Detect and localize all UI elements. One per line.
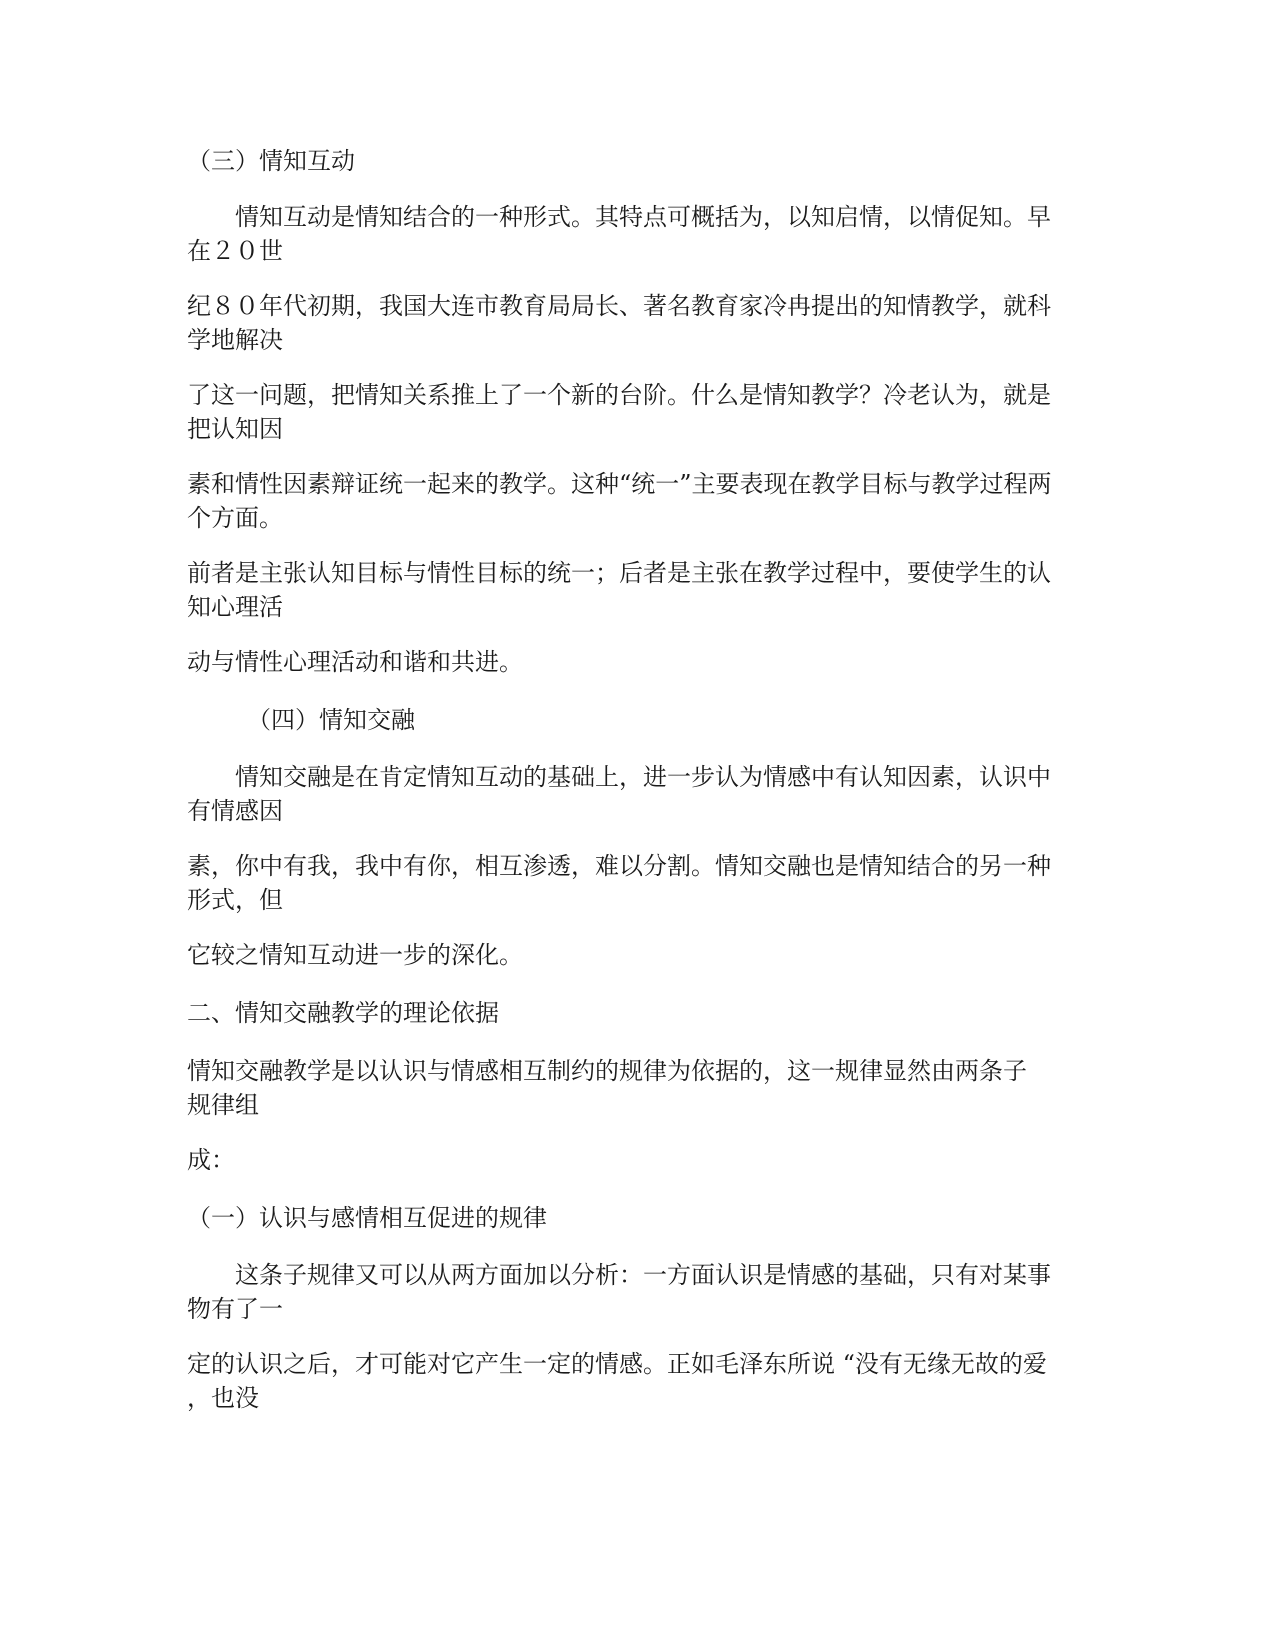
text-line: 情知交融是在肯定情知互动的基础上，进一步认为情感中有认知因素，认识中 (187, 763, 1051, 791)
paragraph-15 (187, 1258, 1097, 1326)
text-line: ，也没 (187, 1384, 259, 1412)
paragraph-6 (187, 645, 1097, 679)
text-line: 情知交融教学是以认识与情感相互制约的规律为依据的，这一规律显然由两条子 (187, 1057, 1027, 1085)
paragraph-1 (187, 200, 1097, 268)
text-line: 把认知因 (187, 415, 283, 443)
paragraph-10 (187, 938, 1097, 972)
text-line: 个方面。 (187, 504, 283, 532)
text-line: （四）情知交融 (187, 706, 415, 734)
text-line: 规律组 (187, 1091, 259, 1119)
paragraph-4 (187, 467, 1097, 535)
section-heading-four (187, 703, 1097, 737)
text-line: 在２０世 (187, 237, 283, 265)
text-line: 定的认识之后，才可能对它产生一定的情感。正如毛泽东所说 “没有无缘无故的爱 (187, 1350, 1047, 1378)
text-line: 这条子规律又可以从两方面加以分析：一方面认识是情感的基础，只有对某事 (187, 1261, 1051, 1289)
text-line: 它较之情知互动进一步的深化。 (187, 941, 523, 969)
text-line: （三）情知互动 (187, 147, 355, 175)
paragraph-9 (187, 849, 1097, 917)
text-line: 了这一问题，把情知关系推上了一个新的台阶。什么是情知教学？冷老认为，就是 (187, 381, 1051, 409)
text-line: 成： (187, 1146, 235, 1174)
text-line: （一）认识与感情相互促进的规律 (187, 1204, 547, 1232)
paragraph-5 (187, 556, 1097, 624)
text-line: 素和情性因素辩证统一起来的教学。这种“统一”主要表现在教学目标与教学过程两 (187, 470, 1052, 498)
section-heading-three (187, 144, 1097, 178)
text-line: 情知互动是情知结合的一种形式。其特点可概括为，以知启情，以情促知。早 (187, 203, 1051, 231)
paragraph-2 (187, 289, 1097, 357)
text-line: 有情感因 (187, 797, 283, 825)
text-line: 动与情性心理活动和谐和共进。 (187, 648, 523, 676)
paragraph-13 (187, 1143, 1097, 1177)
text-line: 前者是主张认知目标与情性目标的统一；后者是主张在教学过程中，要使学生的认 (187, 559, 1051, 587)
section-heading-two (187, 996, 1097, 1030)
paragraph-8 (187, 760, 1097, 828)
text-line: 形式，但 (187, 886, 283, 914)
text-line: 二、情知交融教学的理论依据 (187, 999, 499, 1027)
text-line: 物有了一 (187, 1295, 283, 1323)
paragraph-16 (187, 1347, 1097, 1415)
text-line: 知心理活 (187, 593, 283, 621)
text-line: 学地解决 (187, 326, 283, 354)
text-line: 纪８０年代初期，我国大连市教育局局长、著名教育家冷冉提出的知情教学，就科 (187, 292, 1051, 320)
section-heading-one (187, 1201, 1097, 1235)
paragraph-12 (187, 1054, 1097, 1122)
paragraph-3 (187, 378, 1097, 446)
text-line: 素，你中有我，我中有你，相互渗透，难以分割。情知交融也是情知结合的另一种 (187, 852, 1051, 880)
